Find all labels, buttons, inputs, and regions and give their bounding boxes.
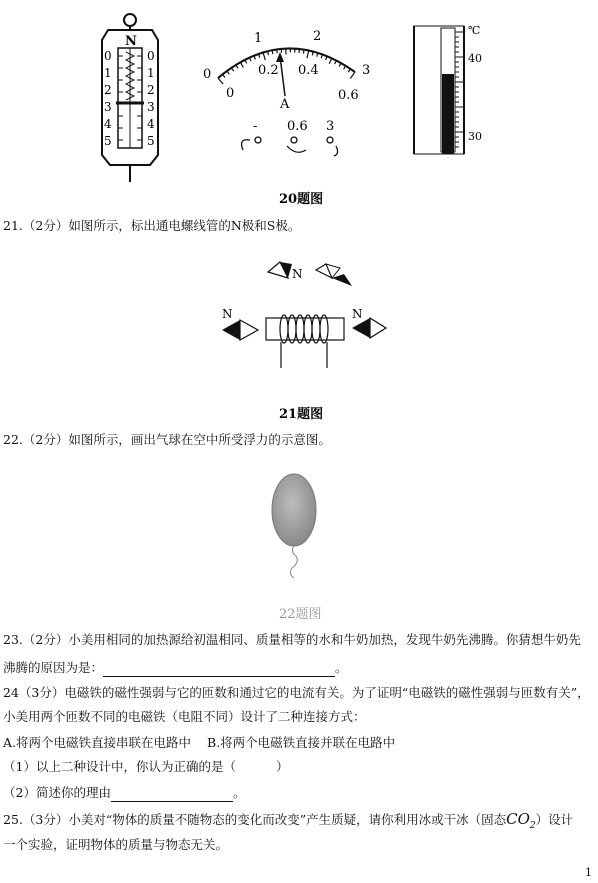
q23-line1: 23.（2分）小美用相同的加热源给初温相同、质量相等的水和牛奶加热，发现牛奶先沸腾。你猜想牛奶先 — [3, 632, 581, 647]
ammeter-upper-2: 2 — [313, 29, 322, 44]
ammeter-terminal-neg: - — [253, 119, 258, 134]
ammeter-tick — [277, 49, 278, 53]
svg-text:2: 2 — [104, 83, 112, 97]
compass-top-left — [268, 262, 292, 278]
figure-21 — [0, 250, 598, 430]
spring-scale-left-ticks — [104, 49, 112, 148]
ammeter-tick — [245, 60, 247, 64]
ammeter-tick — [272, 50, 273, 54]
ammeter-tick — [240, 62, 243, 67]
q23-answer-blank[interactable] — [103, 662, 335, 677]
spring-scale-unit: N — [125, 34, 137, 49]
q24-sub2-answer-blank[interactable] — [111, 787, 233, 802]
compass-left — [222, 320, 258, 340]
thermometer-label-30: 30 — [468, 130, 482, 143]
co2-formula: $CO_2$ — [506, 810, 536, 831]
compass-right-label: N — [352, 307, 363, 321]
ammeter-upper-0: 0 — [203, 67, 212, 82]
q24-sub1 — [3, 758, 288, 776]
ammeter-tick — [303, 50, 304, 54]
ammeter-tick — [335, 61, 337, 65]
fig22-caption: 22题图 — [279, 607, 322, 622]
figure-22 — [0, 460, 598, 625]
q24-sub2-prefix: （2）简述你的理由 — [3, 785, 111, 800]
q23-line2 — [3, 659, 348, 677]
compass-top-label: N — [292, 267, 303, 281]
ammeter-terminal-06: 0.6 — [287, 119, 308, 134]
q24-sub1-prefix: （1）以上二种设计中，你认为正确的是（ — [3, 759, 236, 774]
ammeter-tick — [339, 63, 341, 66]
ammeter-lower-2: 0.4 — [298, 63, 319, 78]
svg-text:3: 3 — [104, 100, 112, 114]
q24-option-a: A.将两个电磁铁直接串联在电路中 — [3, 735, 192, 750]
ammeter-tick — [350, 72, 355, 79]
figure-20 — [0, 0, 598, 215]
thermometer-label-40: 40 — [468, 52, 482, 65]
svg-text:3: 3 — [147, 100, 155, 114]
q24-line1: 24（3分）电磁铁的磁性强弱与它的匝数和通过它的电流有关。为了证明“电磁铁的磁性强弱与匝数有关”， — [3, 685, 590, 700]
q22-text: 22.（2分）如图所示，画出气球在空中所受浮力的示意图。 — [3, 432, 331, 447]
q25-line2: 一个实验，证明物体的质量与物态无关。 — [3, 837, 229, 852]
ammeter-tick — [329, 58, 332, 63]
svg-text:0: 0 — [104, 49, 112, 63]
balloon — [272, 474, 316, 546]
svg-text:5: 5 — [147, 134, 155, 148]
q25-line1-prefix: 25.（3分）小美对“物体的质量不随物态的变化而改变”产生质疑，请你利用冰或干冰（固态 — [3, 812, 507, 827]
ammeter-tick — [218, 78, 223, 84]
thermometer-unit: ℃ — [468, 24, 481, 37]
page-number: 1 — [585, 866, 592, 879]
balloon-string — [290, 546, 297, 578]
svg-text:5: 5 — [104, 134, 112, 148]
thermometer — [414, 24, 482, 154]
svg-text:2: 2 — [147, 83, 155, 97]
q24-option-b: B.将两个电磁铁直接并联在电路中 — [207, 735, 396, 750]
q24-sub2 — [3, 784, 245, 802]
q24-line2: 小美用两个匝数不同的电磁铁（电阻不同）设计了二种连接方式： — [3, 709, 366, 724]
svg-text:4: 4 — [147, 117, 155, 131]
ammeter-tick — [227, 71, 229, 74]
q23-suffix: 。 — [335, 660, 348, 675]
ammeter-upper-1: 1 — [254, 31, 263, 46]
compass-right — [352, 318, 386, 338]
ammeter-tick — [231, 68, 233, 71]
ammeter-tick — [263, 52, 265, 60]
q24-sub2-suffix: 。 — [232, 785, 246, 800]
ammeter-tick — [249, 58, 251, 62]
q21-text: 21.（2分）如图所示，标出通电螺线管的N极和S极。 — [3, 218, 301, 233]
q25-line1-suffix: ）设计 — [535, 812, 574, 827]
svg-text:4: 4 — [104, 117, 112, 131]
ammeter — [203, 29, 370, 156]
ammeter-tick — [222, 74, 224, 77]
fig20-caption: 20题图 — [279, 192, 324, 207]
q23-prefix: 沸腾的原因为是： — [3, 660, 104, 675]
q25-line1 — [3, 810, 573, 835]
compass-left-label: N — [222, 307, 233, 321]
svg-text:1: 1 — [147, 66, 155, 80]
ammeter-lower-1: 0.2 — [258, 63, 279, 78]
svg-text:1: 1 — [104, 66, 112, 80]
q24-sub1-suffix: ） — [275, 759, 289, 774]
ammeter-lower-3: 0.6 — [338, 88, 359, 103]
ammeter-unit: A — [280, 97, 290, 112]
fig21-caption: 21题图 — [279, 407, 324, 422]
q24-options — [3, 734, 395, 752]
spring-scale — [102, 14, 158, 182]
compass-top-right — [316, 264, 352, 286]
solenoid — [266, 315, 344, 368]
spring-scale-right-ticks — [147, 49, 155, 148]
ammeter-tick — [348, 69, 350, 72]
ammeter-tick — [307, 50, 309, 58]
ammeter-lower-0: 0 — [226, 86, 235, 101]
svg-text:0: 0 — [147, 49, 155, 63]
ammeter-terminal-3: 3 — [326, 119, 335, 134]
ammeter-upper-3: 3 — [362, 63, 371, 78]
